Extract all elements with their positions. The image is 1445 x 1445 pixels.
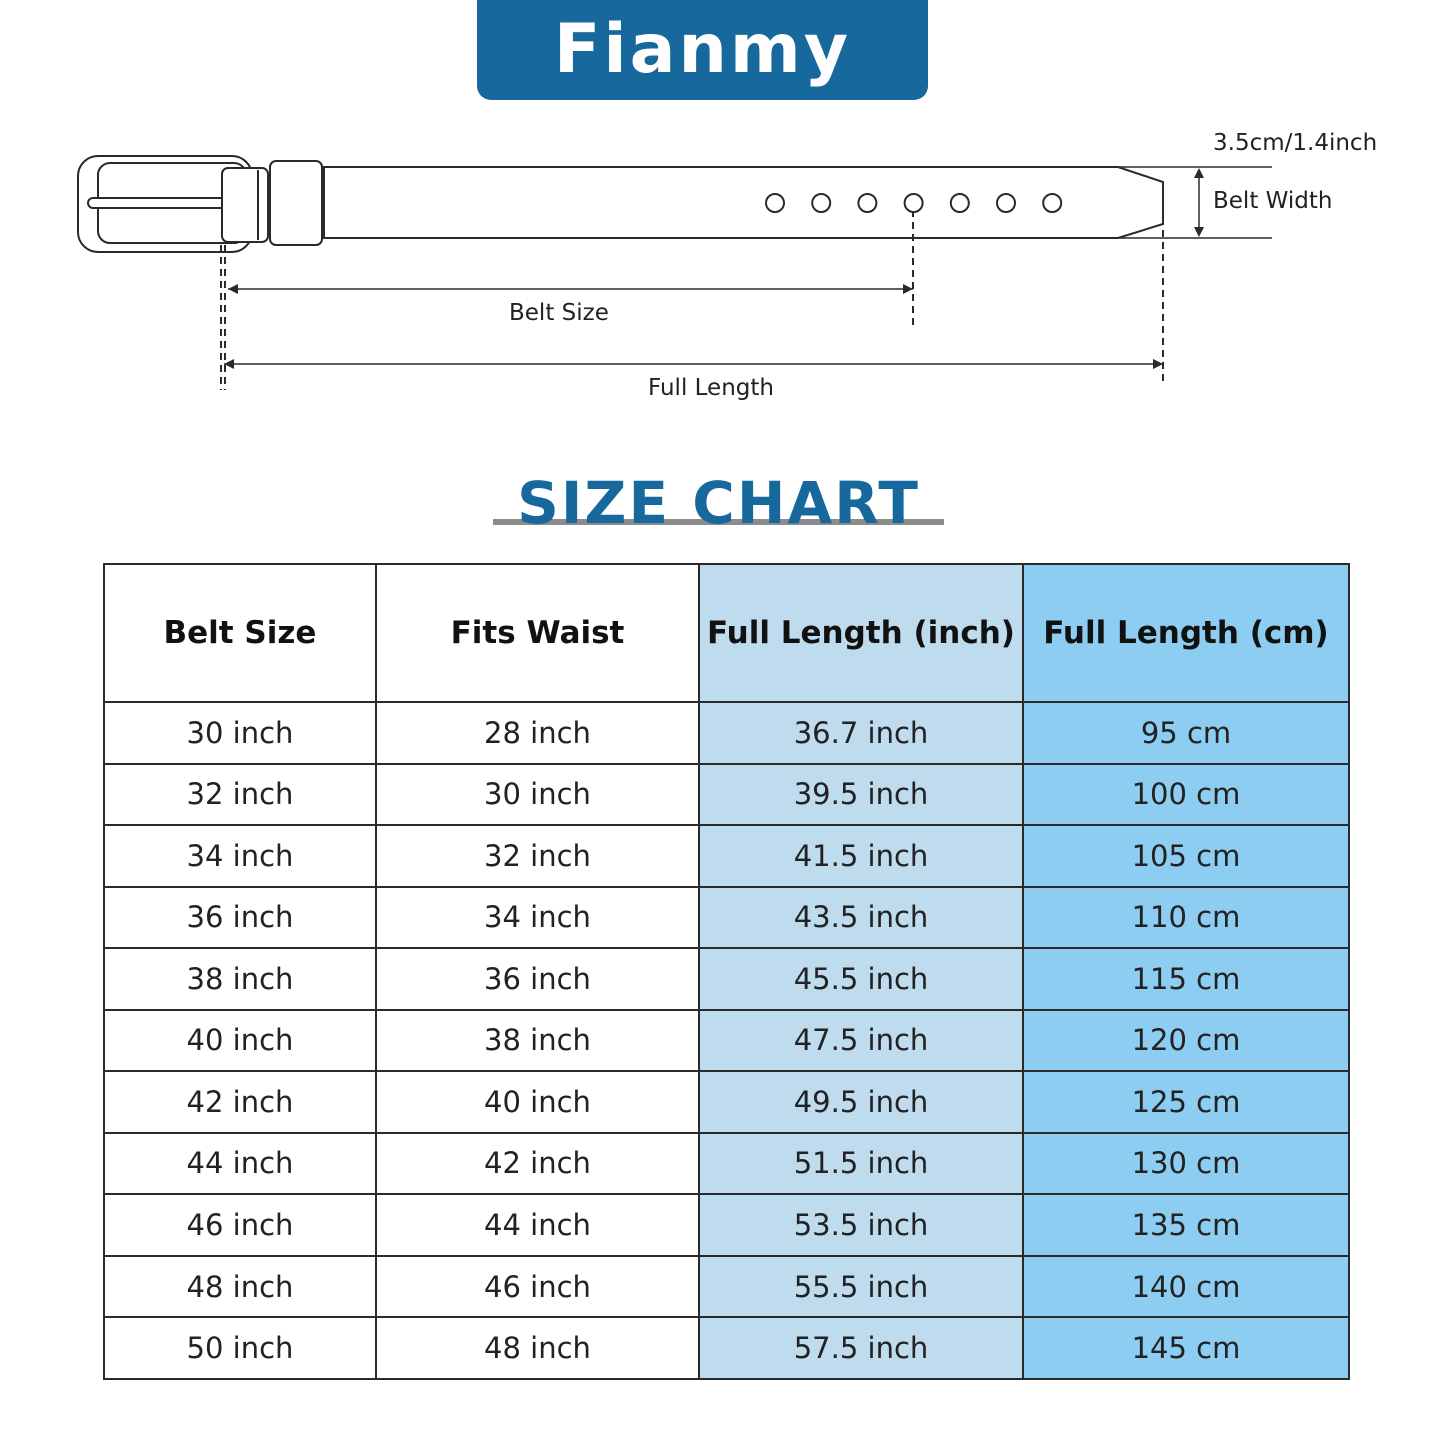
- cell-fits-waist: 34 inch: [376, 887, 699, 949]
- cell-belt-size: 42 inch: [104, 1071, 376, 1133]
- cell-full-length-inch: 57.5 inch: [699, 1317, 1023, 1379]
- cell-full-length-inch: 39.5 inch: [699, 764, 1023, 826]
- table-row: [104, 948, 1349, 1010]
- cell-fits-waist: 28 inch: [376, 702, 699, 764]
- full-length-label: Full Length: [648, 375, 774, 401]
- cell-belt-size: 46 inch: [104, 1194, 376, 1256]
- cell-full-length-inch: 53.5 inch: [699, 1194, 1023, 1256]
- belt-width-value: 3.5cm/1.4inch: [1213, 130, 1378, 156]
- belt-diagram: [0, 0, 1445, 440]
- table-row: [104, 1317, 1349, 1379]
- cell-full-length-inch: 51.5 inch: [699, 1133, 1023, 1195]
- cell-full-length-cm: 110 cm: [1023, 887, 1349, 949]
- table-row: [104, 1133, 1349, 1195]
- table-row: [104, 1256, 1349, 1318]
- size-table: [103, 563, 1350, 1380]
- cell-full-length-cm: 135 cm: [1023, 1194, 1349, 1256]
- cell-full-length-inch: 43.5 inch: [699, 887, 1023, 949]
- buckle-prong: [88, 198, 240, 208]
- cell-full-length-cm: 115 cm: [1023, 948, 1349, 1010]
- cell-belt-size: 50 inch: [104, 1317, 376, 1379]
- table-row: [104, 825, 1349, 887]
- belt-keeper-1: [222, 168, 268, 242]
- cell-belt-size: 48 inch: [104, 1256, 376, 1318]
- table-row: [104, 702, 1349, 764]
- belt-hole: [812, 194, 830, 212]
- cell-fits-waist: 42 inch: [376, 1133, 699, 1195]
- cell-fits-waist: 46 inch: [376, 1256, 699, 1318]
- cell-full-length-cm: 120 cm: [1023, 1010, 1349, 1072]
- cell-full-length-cm: 95 cm: [1023, 702, 1349, 764]
- cell-belt-size: 30 inch: [104, 702, 376, 764]
- cell-fits-waist: 30 inch: [376, 764, 699, 826]
- belt-keeper-2: [270, 161, 322, 245]
- cell-full-length-inch: 45.5 inch: [699, 948, 1023, 1010]
- belt-strap: [324, 167, 1163, 238]
- cell-full-length-inch: 47.5 inch: [699, 1010, 1023, 1072]
- cell-belt-size: 40 inch: [104, 1010, 376, 1072]
- table-row: [104, 1194, 1349, 1256]
- cell-full-length-inch: 41.5 inch: [699, 825, 1023, 887]
- cell-full-length-cm: 130 cm: [1023, 1133, 1349, 1195]
- belt-hole: [951, 194, 969, 212]
- cell-fits-waist: 32 inch: [376, 825, 699, 887]
- size-chart-title: SIZE CHART: [517, 469, 920, 537]
- belt-hole: [1043, 194, 1061, 212]
- cell-full-length-inch: 49.5 inch: [699, 1071, 1023, 1133]
- belt-hole: [997, 194, 1015, 212]
- cell-belt-size: 32 inch: [104, 764, 376, 826]
- belt-hole: [766, 194, 784, 212]
- cell-full-length-cm: 125 cm: [1023, 1071, 1349, 1133]
- belt-width-label: Belt Width: [1213, 188, 1333, 214]
- header-full-length-inch: Full Length (inch): [699, 564, 1023, 702]
- table-row: [104, 1071, 1349, 1133]
- cell-full-length-inch: 55.5 inch: [699, 1256, 1023, 1318]
- cell-belt-size: 38 inch: [104, 948, 376, 1010]
- cell-belt-size: 36 inch: [104, 887, 376, 949]
- cell-fits-waist: 44 inch: [376, 1194, 699, 1256]
- belt-hole: [858, 194, 876, 212]
- header-belt-size: Belt Size: [104, 564, 376, 702]
- cell-full-length-cm: 100 cm: [1023, 764, 1349, 826]
- cell-belt-size: 44 inch: [104, 1133, 376, 1195]
- belt-size-label: Belt Size: [509, 300, 609, 326]
- table-header-row: [104, 564, 1349, 702]
- cell-full-length-inch: 36.7 inch: [699, 702, 1023, 764]
- cell-full-length-cm: 105 cm: [1023, 825, 1349, 887]
- belt-hole: [905, 194, 923, 212]
- cell-belt-size: 34 inch: [104, 825, 376, 887]
- header-fits-waist: Fits Waist: [376, 564, 699, 702]
- cell-fits-waist: 38 inch: [376, 1010, 699, 1072]
- cell-fits-waist: 36 inch: [376, 948, 699, 1010]
- cell-fits-waist: 48 inch: [376, 1317, 699, 1379]
- header-full-length-cm: Full Length (cm): [1023, 564, 1349, 702]
- table-row: [104, 764, 1349, 826]
- brand-name: Fianmy: [553, 10, 852, 89]
- cell-full-length-cm: 140 cm: [1023, 1256, 1349, 1318]
- table-row: [104, 887, 1349, 949]
- table-row: [104, 1010, 1349, 1072]
- cell-fits-waist: 40 inch: [376, 1071, 699, 1133]
- cell-full-length-cm: 145 cm: [1023, 1317, 1349, 1379]
